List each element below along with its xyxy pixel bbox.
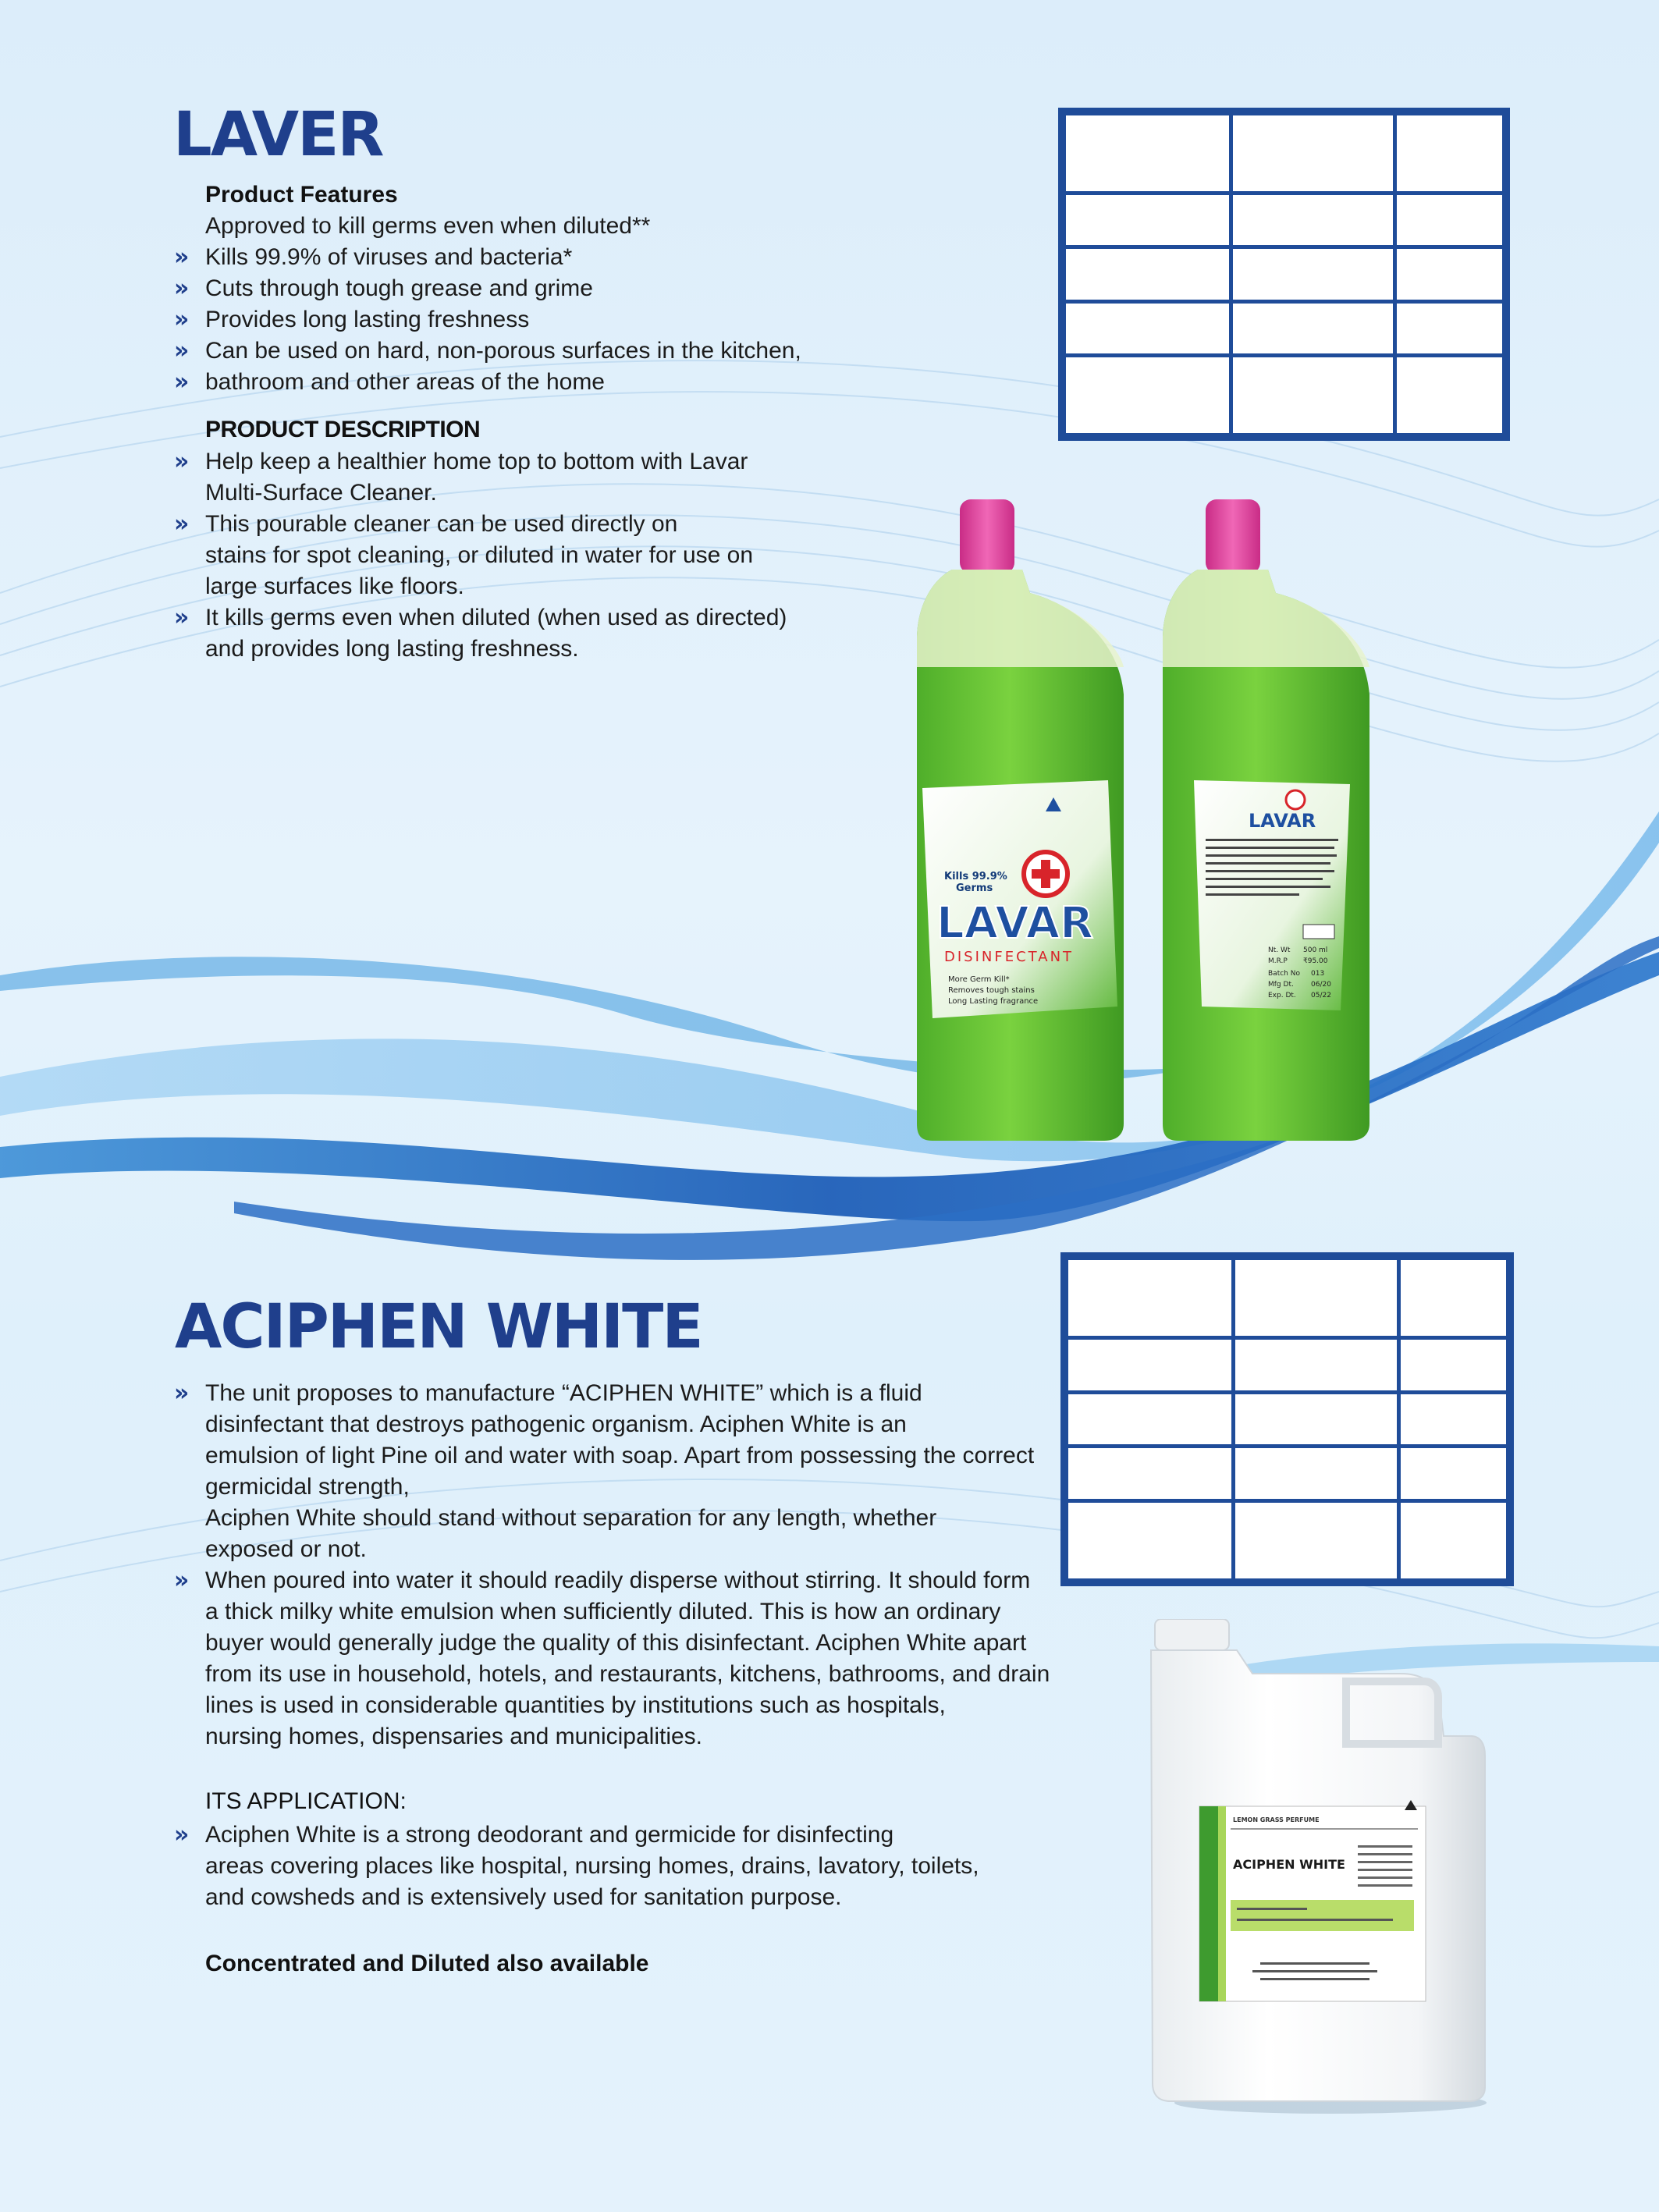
description-item: » Help keep a healthier home top to bottom with Lavar Multi-Surface Cleaner.: [174, 448, 748, 506]
double-chevron-right-icon: »: [174, 1379, 190, 1407]
svg-text:Long Lasting fragrance: Long Lasting fragrance: [948, 997, 1039, 1006]
svg-text:ACIPHEN WHITE: ACIPHEN WHITE: [1233, 1857, 1345, 1872]
svg-text:LAVAR: LAVAR: [936, 898, 1094, 949]
empty-table-bottom: [1060, 1252, 1514, 1586]
aciphen-can-image: [1143, 1619, 1494, 2118]
svg-text:Kills 99.9%: Kills 99.9%: [944, 871, 1007, 882]
svg-text:More Germ Kill*: More Germ Kill*: [948, 975, 1010, 984]
aciphen-paragraphs: [174, 1378, 1050, 1752]
feature-item: » bathroom and other areas of the home: [205, 367, 801, 398]
double-chevron-right-icon: »: [174, 275, 190, 302]
double-chevron-right-icon: »: [174, 448, 190, 475]
aciphen-paragraph: » When poured into water it should readily disperse without stirring. It should form a thick milky white emulsion when sufficiently diluted. This is how an ordinary buyer would generally judge the quality of this disinfectant. Aciphen White apart from its use in household, hotels, and restaurants, kitchens, bathrooms, and drain lines is used in considerable quantities by institutions such as hospitals, nursing homes, dispensaries and municipalities.: [174, 1567, 1050, 1749]
svg-text:Removes tough stains: Removes tough stains: [948, 986, 1035, 995]
svg-text:Nt. Wt: Nt. Wt: [1268, 946, 1291, 954]
features-intro: Approved to kill germs even when diluted**: [205, 213, 651, 239]
application-heading: ITS APPLICATION:: [205, 1788, 407, 1814]
features-heading: Product Features: [205, 182, 398, 208]
svg-text:LAVAR: LAVAR: [1249, 810, 1316, 832]
double-chevron-right-icon: »: [174, 368, 190, 396]
svg-text:Batch No: Batch No: [1268, 970, 1300, 978]
aciphen-paragraph: » The unit proposes to manufacture “ACIPHEN WHITE” which is a fluid disinfectant that destroys pathogenic organism. Aciphen White is an emulsion of light Pine oil and water with soap. Apart from possessing the correct germicidal strength, Aciphen White should stand without separation for any length, whether exposed or not.: [174, 1379, 1035, 1562]
svg-text:05/22: 05/22: [1311, 992, 1331, 999]
double-chevron-right-icon: »: [174, 604, 190, 631]
description-item: » This pourable cleaner can be used directly on stains for spot cleaning, or diluted in water for use on large surfaces like floors.: [174, 510, 754, 599]
svg-text:013: 013: [1311, 970, 1325, 978]
lavar-back-bottle: [1163, 499, 1369, 1141]
feature-item: » Kills 99.9% of viruses and bacteria*: [205, 242, 801, 273]
double-chevron-right-icon: »: [174, 306, 190, 333]
svg-text:₹95.00: ₹95.00: [1303, 957, 1328, 965]
svg-text:Exp. Dt.: Exp. Dt.: [1268, 992, 1296, 999]
description-list: [174, 446, 787, 665]
svg-text:Germs: Germs: [956, 882, 993, 894]
feature-item: » Can be used on hard, non-porous surfaces in the kitchen,: [205, 336, 801, 367]
aciphen-title: ACIPHEN WHITE: [175, 1292, 702, 1362]
svg-text:500 ml: 500 ml: [1303, 946, 1328, 954]
double-chevron-right-icon: »: [174, 510, 190, 538]
description-item: » It kills germs even when diluted (when used as directed) and provides long lasting freshness.: [174, 604, 787, 662]
double-chevron-right-icon: »: [174, 337, 190, 364]
application-item: » Aciphen White is a strong deodorant and germicide for disinfecting areas covering places like hospital, nursing homes, drains, lavatory, toilets, and cowsheds and is extensively used for sanitation purpose.: [174, 1821, 979, 1910]
features-list: [174, 211, 801, 398]
lavar-bottles-image: [913, 499, 1373, 1147]
feature-item: » Provides long lasting freshness: [205, 304, 801, 336]
availability-note: Concentrated and Diluted also available: [205, 1951, 649, 1976]
svg-text:LEMON GRASS PERFUME: LEMON GRASS PERFUME: [1233, 1816, 1320, 1823]
svg-text:M.R.P: M.R.P: [1268, 957, 1288, 965]
svg-text:06/20: 06/20: [1311, 981, 1331, 989]
application-list: [174, 1820, 979, 1913]
lavar-front-bottle: [917, 499, 1124, 1141]
double-chevron-right-icon: »: [174, 243, 190, 271]
description-heading: PRODUCT DESCRIPTION: [205, 417, 481, 442]
double-chevron-right-icon: »: [174, 1567, 190, 1594]
feature-item: » Cuts through tough grease and grime: [205, 273, 801, 304]
svg-text:Mfg Dt.: Mfg Dt.: [1268, 981, 1294, 989]
laver-title: LAVER: [173, 100, 383, 170]
double-chevron-right-icon: »: [174, 1821, 190, 1848]
empty-table-top: [1058, 108, 1510, 441]
svg-text:DISINFECTANT: DISINFECTANT: [944, 949, 1075, 965]
